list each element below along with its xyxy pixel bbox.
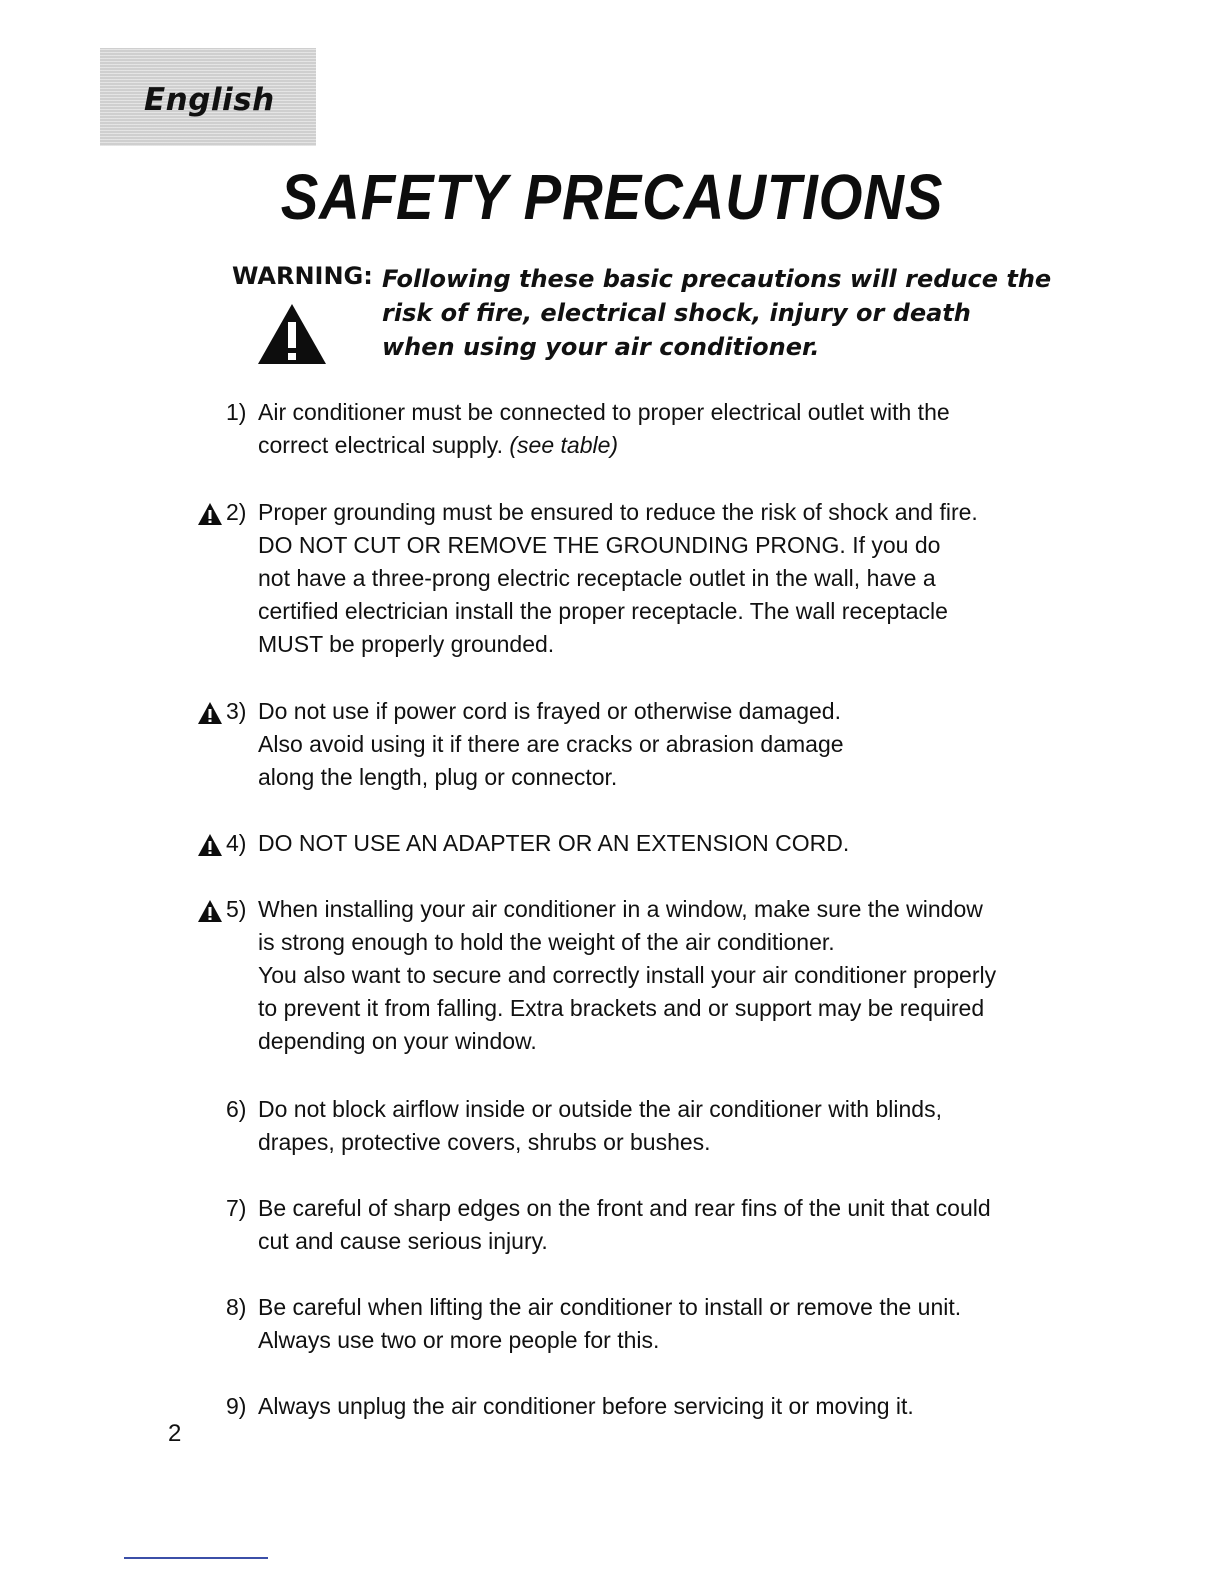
item-number: 3) [226,698,247,724]
page-title: SAFETY PRECAUTIONS [280,161,944,233]
item-line: DO NOT USE AN ADAPTER OR AN EXTENSION CORD. [258,830,850,856]
alert-triangle-icon [197,502,223,526]
warning-triangle-icon [256,302,328,366]
alert-triangle-icon [197,899,223,923]
alert-triangle-icon [197,833,223,857]
page-number: 2 [168,1420,182,1447]
item-line: Do not block airflow inside or outside the air conditioner with blinds, [258,1096,942,1122]
item-line: to prevent it from falling. Extra brackets and or support may be required [258,995,985,1021]
item-line: MUST be properly grounded. [258,631,555,657]
item-number: 8) [226,1294,247,1320]
item-text [258,695,1038,794]
see-table-note: (see table) [509,432,619,458]
item-line: Be careful of sharp edges on the front and rear fins of the unit that could [258,1195,991,1221]
item-line: You also want to secure and correctly install your air conditioner properly [258,962,997,988]
item-number: 6) [226,1096,247,1122]
item-line: not have a three-prong electric receptacle outlet in the wall, have a [258,565,936,591]
item-line: Proper grounding must be ensured to reduce the risk of shock and fire. [258,499,978,525]
warning-label: WARNING: [232,262,373,290]
warning-line: Following these basic precautions will reduce the [382,265,1052,293]
item-number: 2) [226,499,247,525]
item-line: certified electrician install the proper receptacle. The wall receptacle [258,598,948,624]
warning-text [382,262,1062,364]
warning-line: risk of fire, electrical shock, injury or death [382,299,971,327]
language-tab [100,48,316,146]
item-line: Also avoid using it if there are cracks or abrasion damage [258,731,844,757]
item-line-text: correct electrical supply. [258,432,503,458]
item-number: 9) [226,1393,247,1419]
item-line [258,429,1038,462]
item-line: Always use two or more people for this. [258,1327,660,1353]
item-number: 5) [226,896,247,922]
item-number: 1) [226,399,247,425]
item-number: 7) [226,1195,247,1221]
item-text [258,396,1038,462]
item-text [258,1390,1038,1423]
alert-triangle-icon [197,701,223,725]
item-line: is strong enough to hold the weight of the air conditioner. [258,929,835,955]
item-text [258,496,1038,661]
item-line: When installing your air conditioner in a window, make sure the window [258,896,983,922]
item-line: drapes, protective covers, shrubs or bushes. [258,1129,711,1155]
item-text [258,893,1038,1058]
item-line: Do not use if power cord is frayed or otherwise damaged. [258,698,841,724]
item-number: 4) [226,830,247,856]
item-line: Air conditioner must be connected to proper electrical outlet with the [258,399,950,425]
item-text [258,1291,1038,1357]
bottom-rule [124,1557,268,1559]
language-label: English [144,82,275,118]
item-line: Always unplug the air conditioner before servicing it or moving it. [258,1393,914,1419]
item-text [258,1192,1038,1258]
item-text [258,1093,1038,1159]
item-line: depending on your window. [258,1028,537,1054]
item-text [258,827,1038,860]
item-line: along the length, plug or connector. [258,764,618,790]
item-line: Be careful when lifting the air conditioner to install or remove the unit. [258,1294,962,1320]
warning-line: when using your air conditioner. [382,333,820,361]
item-line: cut and cause serious injury. [258,1228,548,1254]
item-line: DO NOT CUT OR REMOVE THE GROUNDING PRONG. If you do [258,532,941,558]
